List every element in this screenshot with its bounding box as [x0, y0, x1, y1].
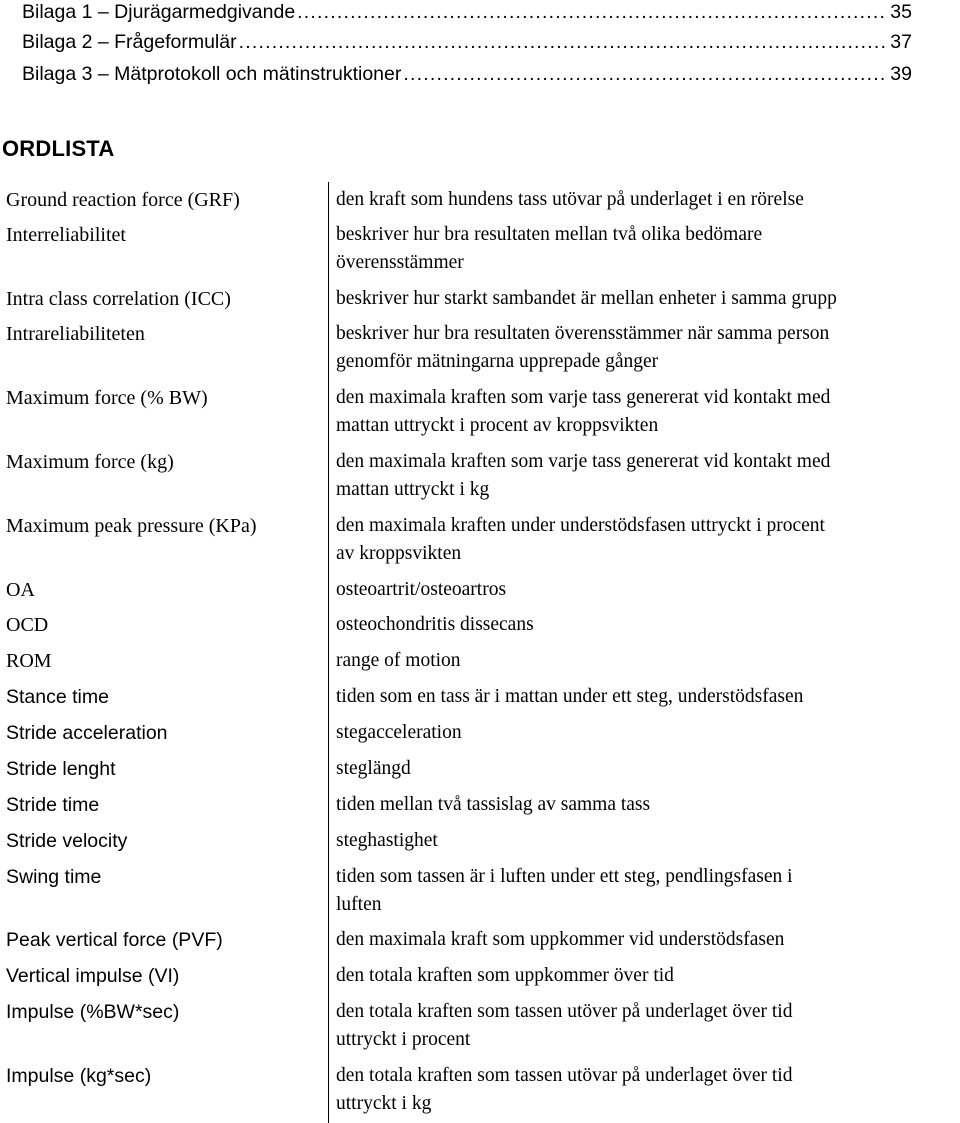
definition-line: tiden som tassen är i luften under ett steg, pendlingsfasen i — [336, 866, 793, 887]
definition-line: mattan uttryckt i kg — [336, 479, 490, 500]
glossary-term: Peak vertical force (PVF) — [6, 929, 223, 951]
glossary-definition — [336, 647, 956, 675]
glossary-definition — [336, 998, 956, 1054]
definition-line: steghastighet — [336, 830, 438, 851]
definition-line: av kroppsvikten — [336, 543, 462, 564]
toc-page-number: 35 — [890, 1, 912, 23]
glossary-term: ROM — [6, 650, 52, 672]
glossary-term: OA — [6, 579, 35, 601]
glossary-definition — [336, 221, 956, 277]
toc-entry-label: Bilaga 1 – Djurägarmedgivande — [22, 1, 296, 23]
definition-line: den maximala kraften under understödsfasen uttryckt i procent — [336, 515, 825, 536]
glossary-definition — [336, 448, 956, 504]
definition-line: överensstämmer — [336, 252, 464, 273]
toc-entry[interactable] — [22, 29, 912, 55]
toc-leader-dots — [239, 29, 889, 55]
definition-line: genomför mätningarna upprepade gånger — [336, 351, 659, 372]
glossary-term: Maximum peak pressure (KPa) — [6, 515, 257, 537]
glossary-definition — [336, 384, 956, 440]
glossary-term: Stance time — [6, 686, 109, 708]
glossary-definition — [336, 576, 956, 604]
definition-line: steglängd — [336, 758, 411, 779]
definition-line: den totala kraften som uppkommer över tid — [336, 965, 674, 986]
definition-line: osteoartrit/osteoartros — [336, 579, 507, 600]
glossary-term: Interreliabilitet — [6, 224, 126, 246]
glossary-term: Stride acceleration — [6, 722, 168, 744]
definition-line: range of motion — [336, 650, 461, 671]
definition-line: tiden som en tass är i mattan under ett steg, understödsfasen — [336, 686, 804, 707]
definition-line: osteochondritis dissecans — [336, 614, 534, 635]
glossary-definition — [336, 791, 956, 819]
glossary-definition — [336, 611, 956, 639]
column-divider — [328, 182, 329, 1123]
glossary-definition — [336, 827, 956, 855]
definition-line: den totala kraften som tassen utöver på underlaget över tid — [336, 1001, 793, 1022]
glossary-definition — [336, 962, 956, 990]
toc-page-number: 39 — [890, 63, 912, 85]
glossary-definition — [336, 683, 956, 711]
glossary-term: Maximum force (% BW) — [6, 387, 208, 409]
toc-leader-dots — [297, 0, 888, 25]
toc-leader-dots — [403, 61, 888, 87]
toc-page-number: 37 — [890, 31, 912, 53]
glossary-definition — [336, 926, 956, 954]
definition-line: tiden mellan två tassislag av samma tass — [336, 794, 651, 815]
definition-line: beskriver hur bra resultaten överensstämmer när samma person — [336, 323, 830, 344]
glossary-definition — [336, 512, 956, 568]
toc-entry-label: Bilaga 3 – Mätprotokoll och mätinstruktioner — [22, 63, 402, 85]
definition-line: mattan uttryckt i procent av kroppsvikten — [336, 415, 659, 436]
section-title: ORDLISTA — [2, 136, 115, 161]
toc-entry[interactable] — [22, 0, 912, 25]
glossary-definition — [336, 719, 956, 747]
glossary-definition — [336, 863, 956, 919]
glossary-definition — [336, 1062, 956, 1118]
glossary-term: Vertical impulse (VI) — [6, 965, 180, 987]
definition-line: beskriver hur starkt sambandet är mellan enheter i samma grupp — [336, 288, 837, 309]
glossary-term: Impulse (kg*sec) — [6, 1065, 152, 1087]
glossary-term: Impulse (%BW*sec) — [6, 1001, 180, 1023]
toc-entry[interactable] — [22, 61, 912, 87]
definition-line: den maximala kraft som uppkommer vid understödsfasen — [336, 929, 785, 950]
definition-line: luften — [336, 894, 382, 915]
glossary-term: Stride lenght — [6, 758, 116, 780]
glossary-term: Ground reaction force (GRF) — [6, 189, 240, 211]
glossary-term: Stride time — [6, 794, 100, 816]
glossary-definition — [336, 186, 956, 214]
definition-line: den totala kraften som tassen utövar på underlaget över tid — [336, 1065, 793, 1086]
glossary-term: Maximum force (kg) — [6, 451, 174, 473]
definition-line: den maximala kraften som varje tass genererat vid kontakt med — [336, 451, 831, 472]
glossary-definition — [336, 285, 956, 313]
glossary-definition — [336, 755, 956, 783]
definition-line: uttryckt i kg — [336, 1093, 432, 1114]
definition-line: uttryckt i procent — [336, 1029, 471, 1050]
glossary-term: Stride velocity — [6, 830, 128, 852]
definition-line: stegacceleration — [336, 722, 462, 743]
glossary-term: Intra class correlation (ICC) — [6, 288, 231, 310]
glossary-term: Intrareliabiliteten — [6, 323, 145, 345]
definition-line: den maximala kraften som varje tass genererat vid kontakt med — [336, 387, 831, 408]
glossary-definition — [336, 320, 956, 376]
glossary-term: OCD — [6, 614, 49, 636]
definition-line: den kraft som hundens tass utövar på underlaget i en rörelse — [336, 189, 804, 210]
toc-entry-label: Bilaga 2 – Frågeformulär — [22, 31, 237, 53]
definition-line: beskriver hur bra resultaten mellan två olika bedömare — [336, 224, 763, 245]
glossary-term: Swing time — [6, 866, 102, 888]
